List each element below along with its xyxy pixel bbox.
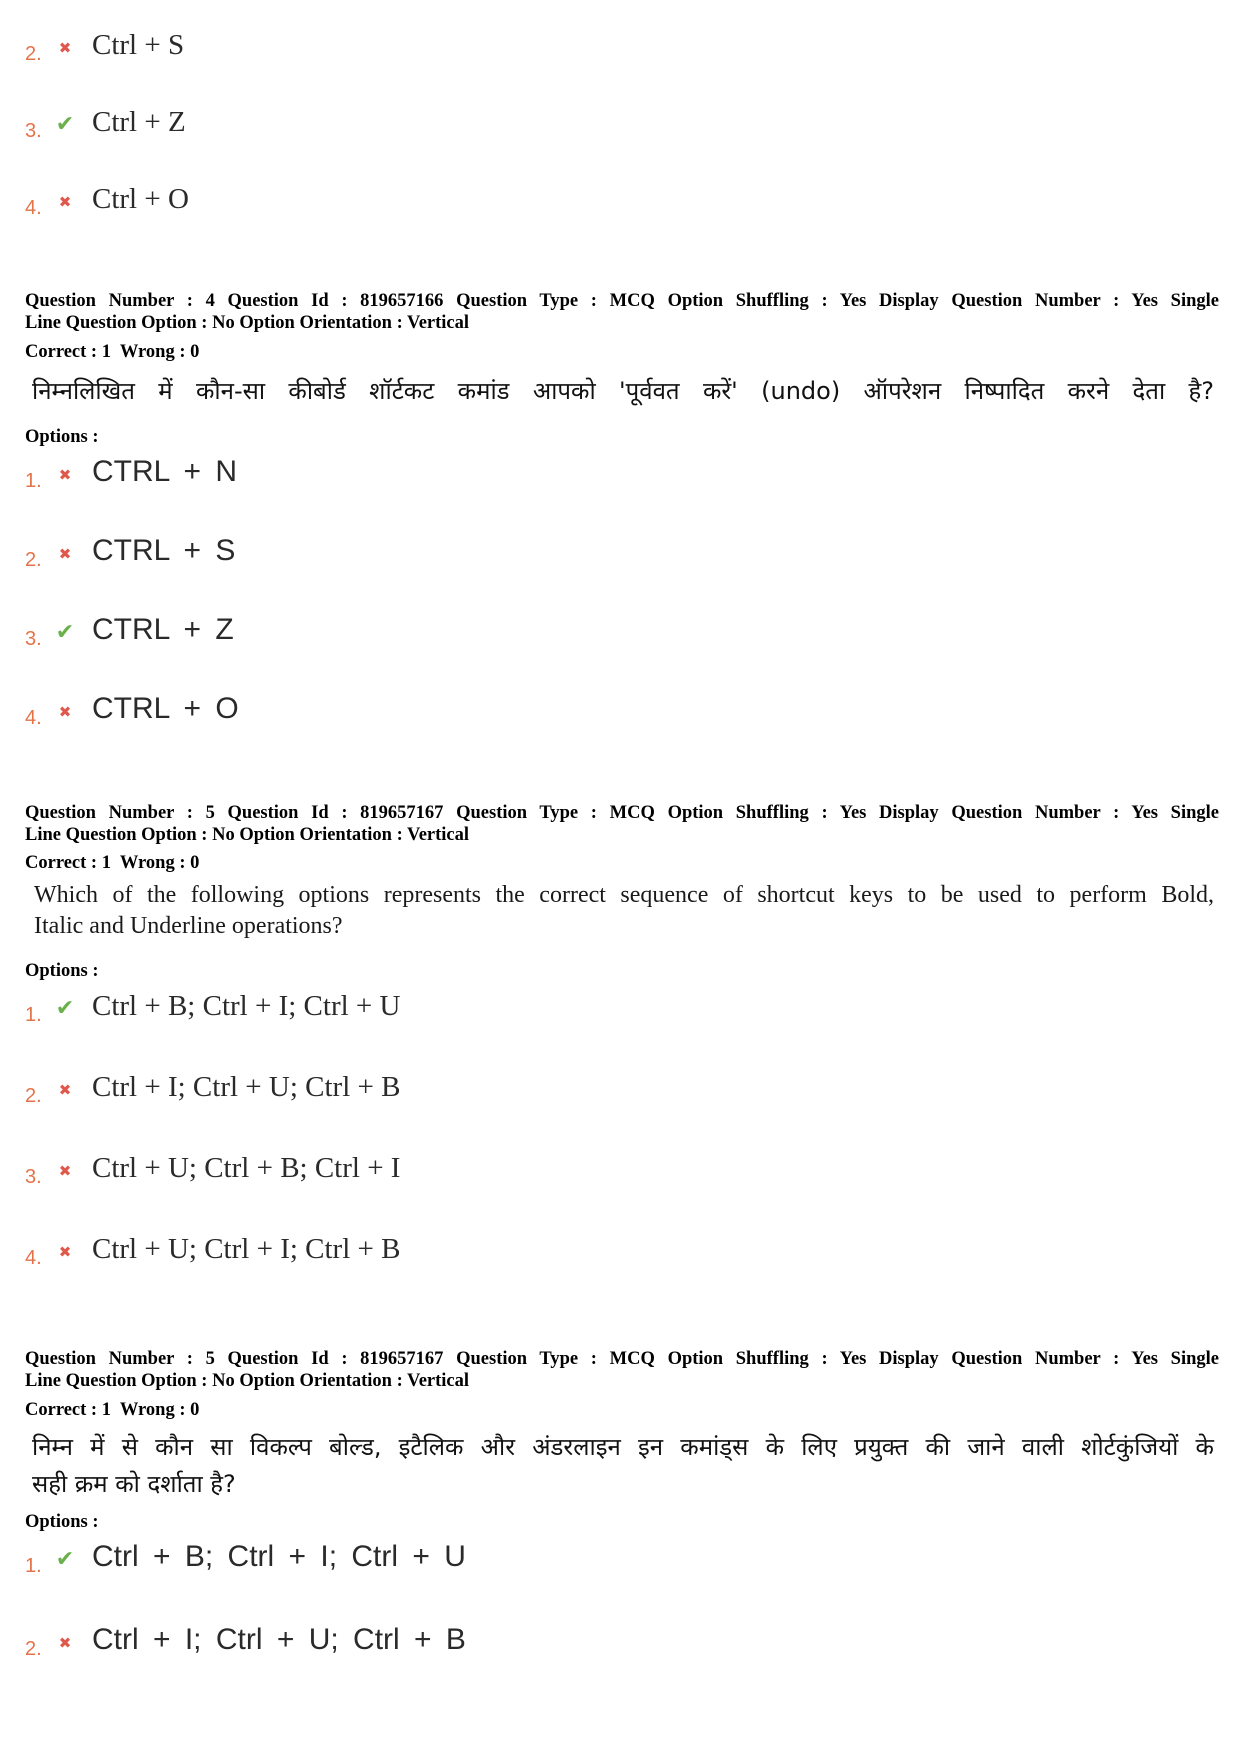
question-header-line: Question Number : 5 Question Id : 819657167 Question Type : MCQ Option Shuffling : Yes Display Question Number : Yes Single: [25, 1349, 1219, 1369]
check-icon: [55, 997, 75, 1021]
option-text: Ctrl + B; Ctrl + I; Ctrl + U: [92, 1540, 466, 1573]
option-item: [25, 982, 1219, 1063]
question-block: [25, 1348, 1219, 1699]
option-text: Ctrl + Z: [92, 106, 186, 138]
option-number: 2.: [25, 43, 42, 65]
question-text-line: Italic and Underline operations?: [34, 913, 343, 939]
option-number: 2.: [25, 1085, 42, 1107]
question-header-line: Line Question Option : No Option Orientation : Vertical: [25, 825, 470, 845]
option-number: 4.: [25, 707, 42, 729]
cross-icon: [55, 36, 75, 60]
option-text: Ctrl + U; Ctrl + B; Ctrl + I: [92, 1152, 401, 1184]
option-text: Ctrl + S: [92, 29, 185, 61]
option-item: [25, 527, 1219, 606]
question-text-line: निम्न में से कौन सा विकल्प बोल्ड, इटैलिक और अंडरलाइन इन कमांड्स के लिए प्रयुक्त की जाने वाली शोर्टकुंजियों के: [32, 1433, 1214, 1461]
question-text-line: सही क्रम को दर्शाता है?: [32, 1470, 236, 1498]
cross-icon: [55, 1159, 75, 1183]
option-text: CTRL + O: [92, 692, 239, 725]
marking-scheme: Correct : 1 Wrong : 0: [25, 853, 200, 873]
continued-options-list: [25, 21, 1219, 252]
check-icon: [55, 1548, 75, 1572]
option-item: [25, 1616, 1219, 1699]
option-item: [25, 1533, 1219, 1616]
marking-scheme: Correct : 1 Wrong : 0: [25, 342, 200, 362]
question-header-line: Line Question Option : No Option Orientation : Vertical: [25, 1371, 470, 1391]
option-text: CTRL + Z: [92, 613, 234, 646]
option-item: [25, 1225, 1219, 1306]
option-text: Ctrl + B; Ctrl + I; Ctrl + U: [92, 990, 401, 1022]
cross-icon: [55, 1240, 75, 1264]
question-block: [25, 802, 1219, 1306]
option-number: 3.: [25, 120, 42, 142]
option-text: CTRL + S: [92, 534, 236, 567]
question-text-line: Which of the following options represents the correct sequence of shortcut keys to be used to perform Bold,: [34, 882, 1214, 908]
check-icon: [55, 621, 75, 645]
option-text: Ctrl + I; Ctrl + U; Ctrl + B: [92, 1071, 401, 1103]
option-text: Ctrl + U; Ctrl + I; Ctrl + B: [92, 1233, 401, 1265]
option-item: [25, 1144, 1219, 1225]
check-icon: [55, 113, 75, 137]
option-item: [25, 606, 1219, 685]
option-number: 2.: [25, 1638, 42, 1660]
option-number: 4.: [25, 1247, 42, 1269]
option-number: 4.: [25, 197, 42, 219]
option-number: 1.: [25, 1555, 42, 1577]
options-label: Options :: [25, 961, 99, 981]
option-number: 1.: [25, 470, 42, 492]
cross-icon: [55, 190, 75, 214]
marking-scheme: Correct : 1 Wrong : 0: [25, 1400, 200, 1420]
option-number: 2.: [25, 549, 42, 571]
cross-icon: [55, 700, 75, 724]
options-label: Options :: [25, 427, 99, 447]
question-header-line: Question Number : 4 Question Id : 819657166 Question Type : MCQ Option Shuffling : Yes Display Question Number : Yes Single: [25, 291, 1219, 311]
option-text: Ctrl + I; Ctrl + U; Ctrl + B: [92, 1623, 466, 1656]
option-text: CTRL + N: [92, 455, 238, 488]
option-item: [25, 175, 1219, 252]
option-number: 3.: [25, 1166, 42, 1188]
option-number: 1.: [25, 1004, 42, 1026]
question-text: [25, 1429, 1219, 1503]
cross-icon: [55, 1078, 75, 1102]
option-text: Ctrl + O: [92, 183, 189, 215]
option-number: 3.: [25, 628, 42, 650]
question-block: [25, 290, 1219, 764]
question-header-line: Question Number : 5 Question Id : 819657167 Question Type : MCQ Option Shuffling : Yes Display Question Number : Yes Single: [25, 803, 1219, 823]
option-item: [25, 448, 1219, 527]
question-text: [25, 373, 1219, 409]
options-list: [25, 982, 1219, 1306]
options-label: Options :: [25, 1512, 99, 1532]
option-item: [25, 21, 1219, 98]
options-list: [25, 448, 1219, 764]
question-text-line: निम्नलिखित में कौन-सा कीबोर्ड शॉर्टकट कमांड आपको 'पूर्ववत करें' (undo) ऑपरेशन निष्पादित करने देता है?: [32, 377, 1214, 405]
cross-icon: [55, 542, 75, 566]
option-item: [25, 1063, 1219, 1144]
option-item: [25, 98, 1219, 175]
option-item: [25, 685, 1219, 764]
options-list: [25, 1533, 1219, 1699]
cross-icon: [55, 1631, 75, 1655]
cross-icon: [55, 463, 75, 487]
question-header-line: Line Question Option : No Option Orientation : Vertical: [25, 313, 470, 333]
question-text: [25, 880, 1219, 942]
